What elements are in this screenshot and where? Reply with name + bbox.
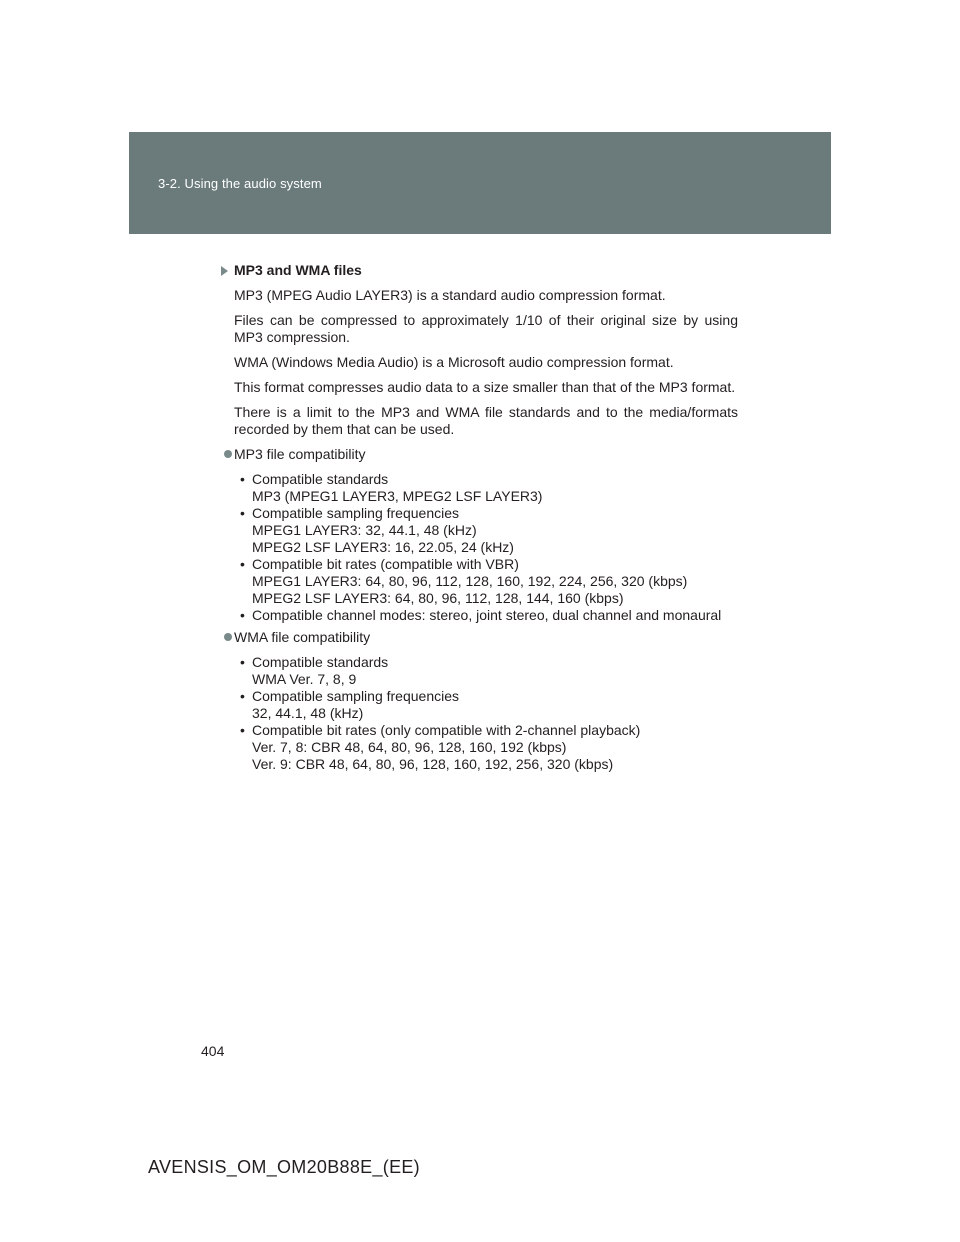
- sub-heading-text: WMA file compatibility: [234, 629, 371, 645]
- list-item-label: Compatible standards: [252, 471, 389, 487]
- section-title: 3-2. Using the audio system: [158, 176, 322, 191]
- wma-compatibility-heading: [234, 629, 738, 646]
- triangle-bullet-icon: [221, 266, 228, 276]
- sub-heading-text: MP3 file compatibility: [234, 446, 366, 462]
- paragraph: WMA (Windows Media Audio) is a Microsoft audio compression format.: [234, 354, 674, 370]
- bullet-icon: •: [240, 471, 245, 487]
- list-item: [234, 654, 738, 688]
- list-item-label: Compatible standards: [252, 654, 389, 670]
- list-item: [234, 722, 738, 773]
- list-item-label: Compatible bit rates (compatible with VBR): [252, 556, 519, 572]
- list-item-label: Compatible sampling frequencies: [252, 505, 459, 521]
- bullet-icon: •: [240, 722, 245, 738]
- page-content: [234, 262, 738, 778]
- bullet-icon: •: [240, 556, 245, 572]
- list-item-label: Compatible sampling frequencies: [252, 688, 459, 704]
- list-item: [234, 556, 738, 607]
- page-number: 404: [201, 1043, 225, 1059]
- bullet-icon: •: [240, 654, 245, 670]
- wma-compatibility-list: [234, 654, 738, 773]
- document-code: AVENSIS_OM_OM20B88E_(EE): [148, 1157, 420, 1177]
- section-heading: [234, 262, 738, 279]
- circle-bullet-icon: [224, 450, 232, 458]
- mp3-compatibility-list: [234, 471, 738, 624]
- list-item-detail: MPEG2 LSF LAYER3: 64, 80, 96, 112, 128, 144, 160 (kbps): [252, 590, 624, 606]
- section-header-band: [129, 132, 831, 234]
- bullet-icon: •: [240, 505, 245, 521]
- list-item-detail: MPEG2 LSF LAYER3: 16, 22.05, 24 (kHz): [252, 539, 514, 555]
- list-item: [234, 471, 738, 505]
- list-item-detail: MPEG1 LAYER3: 32, 44.1, 48 (kHz): [252, 522, 477, 538]
- list-item: [234, 505, 738, 556]
- paragraph: MP3 (MPEG Audio LAYER3) is a standard audio compression format.: [234, 287, 666, 303]
- list-item-detail: Ver. 9: CBR 48, 64, 80, 96, 128, 160, 192, 256, 320 (kbps): [252, 756, 614, 772]
- list-item-detail: 32, 44.1, 48 (kHz): [252, 705, 364, 721]
- paragraph: There is a limit to the MP3 and WMA file standards and to the media/formats recorded by them that can be used.: [234, 404, 738, 437]
- list-item-label: Compatible channel modes: stereo, joint stereo, dual channel and monaural: [252, 607, 722, 623]
- list-item-label: Compatible bit rates (only compatible with 2-channel playback): [252, 722, 641, 738]
- list-item: [234, 688, 738, 722]
- heading-text: MP3 and WMA files: [234, 262, 362, 278]
- mp3-compatibility-heading: [234, 446, 738, 463]
- paragraph: Files can be compressed to approximately 1/10 of their original size by using MP3 compression.: [234, 312, 738, 345]
- circle-bullet-icon: [224, 633, 232, 641]
- list-item-detail: MPEG1 LAYER3: 64, 80, 96, 112, 128, 160, 192, 224, 256, 320 (kbps): [252, 573, 688, 589]
- list-item-detail: Ver. 7, 8: CBR 48, 64, 80, 96, 128, 160, 192 (kbps): [252, 739, 567, 755]
- bullet-icon: •: [240, 607, 245, 623]
- paragraph: This format compresses audio data to a size smaller than that of the MP3 format.: [234, 379, 736, 395]
- bullet-icon: •: [240, 688, 245, 704]
- list-item: [234, 607, 738, 624]
- list-item-detail: WMA Ver. 7, 8, 9: [252, 671, 357, 687]
- list-item-detail: MP3 (MPEG1 LAYER3, MPEG2 LSF LAYER3): [252, 488, 543, 504]
